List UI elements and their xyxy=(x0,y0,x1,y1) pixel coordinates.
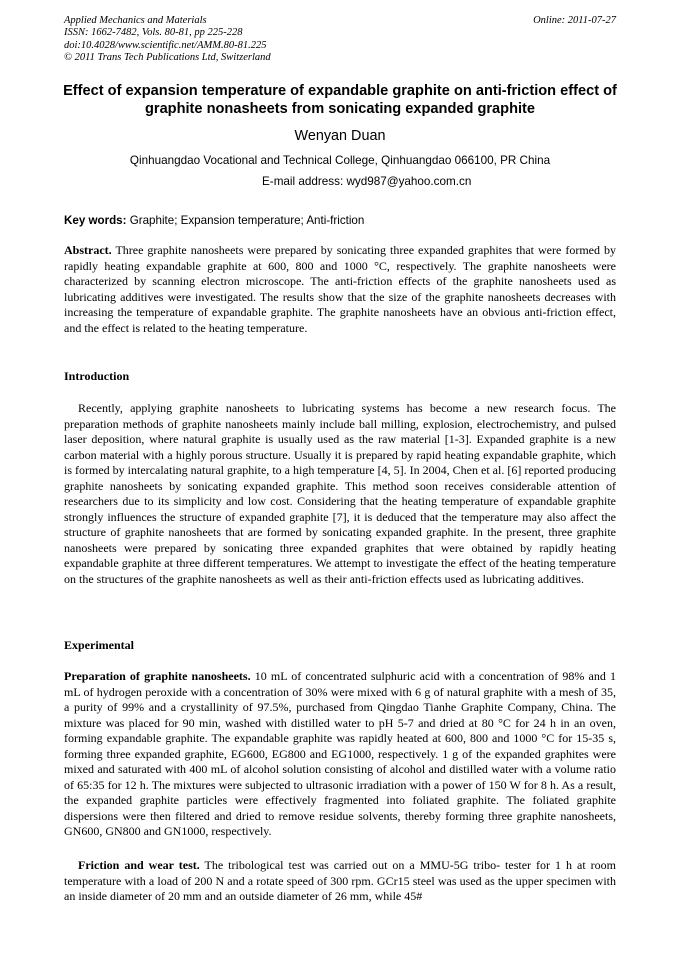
keywords-text: Graphite; Expansion temperature; Anti-friction xyxy=(129,214,365,227)
doi-line: doi:10.4028/www.scientific.net/AMM.80-81.225 xyxy=(64,39,267,51)
friction-test-label: Friction and wear test. xyxy=(78,858,200,872)
abstract-paragraph xyxy=(64,243,616,336)
friction-test-text: The tribological test was carried out on a MMU-5G tribo- tester for 1 h at room temperature with a load of 200 N and a rotate speed of 300 rpm. GCr15 steel was used as the upper specimen with an inside diameter of 20 mm and an outside diameter of 26 mm, while 45# xyxy=(64,858,616,903)
online-date: Online: 2011-07-27 xyxy=(533,15,616,26)
introduction-heading: Introduction xyxy=(64,369,130,383)
introduction-paragraph: Recently, applying graphite nanosheets to lubricating systems has become a new research focus. The preparation methods of graphite nanosheets mainly include ball milling, explosion, electrochemistry, and pulsed laser deposition, where natural graphite is usually used as the raw material [1-3]. Expanded graphite is a new carbon material with a highly porous structure. Usually it is prepared by rapid heating expandable graphite, which is formed by intercalating natural graphite, to a high temperature [4, 5]. In 2004, Chen et al. [6] reported producing graphite nanosheets by sonicating expanded graphite. This method soon receives considerable attention of researchers due to its simplicity and low cost. Considering that the heating temperature of expandable graphite strongly influences the structure of expanded graphite [7], it is deduced that the temperature may also affect the structure of graphite nanosheets that are formed by sonicating expanded graphite. In the present, three graphite nanosheets were prepared by sonicating three expanded graphites that were obtained by rapidly heating expandable graphite at three different temperatures. We attempt to investigate the effect of the heating temperature on the structures of the graphite nanosheets as well as their anti-friction effects used as lubricating additives. xyxy=(64,401,616,586)
issn-line: ISSN: 1662-7482, Vols. 80-81, pp 225-228 xyxy=(64,27,243,39)
preparation-text: 10 mL of concentrated sulphuric acid with a concentration of 98% and 1 mL of hydrogen peroxide with a concentration of 30% were mixed with 6 g of natural graphite with a mesh of 35, a purity of 99% and a crystallinity of 97.5%, purchased from Qingdao Tianhe Graphite Company, China. The mixture was placed for 90 min, washed with distilled water to pH 5-7 and dried at 80 °C for 24 h in an oven, forming expandable graphite. The expandable graphite was rapidly heated at 600, 800 and 1000 °C for 15-35 s, forming three expanded graphite, EG600, EG800 and EG1000, respectively. 1 g of the expanded graphites were mixed and saturated with 400 mL of alcohol solution consisting of alcohol and distilled water with a volume ratio of 65:35 for 12 h. The mixtures were subjected to ultrasonic irradiation with a power of 150 W for 8 h. As a result, the expanded graphite particles were effectively fragmented into foliated graphite. The foliated graphite dispersions were then filtered and dried to remove residue solvents, thereby forming three graphite nanosheets, GN600, GN800 and GN1000, respectively. xyxy=(64,669,617,838)
preparation-label: Preparation of graphite nanosheets. xyxy=(64,669,251,683)
experimental-heading: Experimental xyxy=(64,638,134,652)
keywords xyxy=(64,214,616,228)
abstract-label: Abstract. xyxy=(64,243,112,257)
journal-header xyxy=(64,15,616,64)
abstract-text: Three graphite nanosheets were prepared by sonicating three expanded graphites that were formed by rapidly heating expandable graphite at 600, 800 and 1000 °C, respectively. The graphite nanosheets were characterized by scanning electron microscope. The anti-friction effects of the graphite nanosheets used as lubricating additives were investigated. The results show that the size of the graphite nanosheets decreases with increasing the temperature of expandable graphite. The graphite nanosheets have an obvious anti-friction effect, and the effect is related to the heating temperature. xyxy=(64,243,616,335)
keywords-label: Key words: xyxy=(64,214,127,227)
email-address: E-mail address: wyd987@yahoo.com.cn xyxy=(262,175,472,188)
journal-name: Applied Mechanics and Materials xyxy=(64,15,207,26)
paper-title: Effect of expansion temperature of expandable graphite on anti-friction effect of graphite nonasheets from sonicating expanded graphite xyxy=(63,83,617,117)
friction-test-paragraph xyxy=(64,858,616,905)
affiliation: Qinhuangdao Vocational and Technical College, Qinhuangdao 066100, PR China xyxy=(129,154,551,167)
preparation-paragraph xyxy=(64,669,616,840)
author-name: Wenyan Duan xyxy=(294,128,386,144)
copyright-line: © 2011 Trans Tech Publications Ltd, Switzerland xyxy=(64,51,271,63)
